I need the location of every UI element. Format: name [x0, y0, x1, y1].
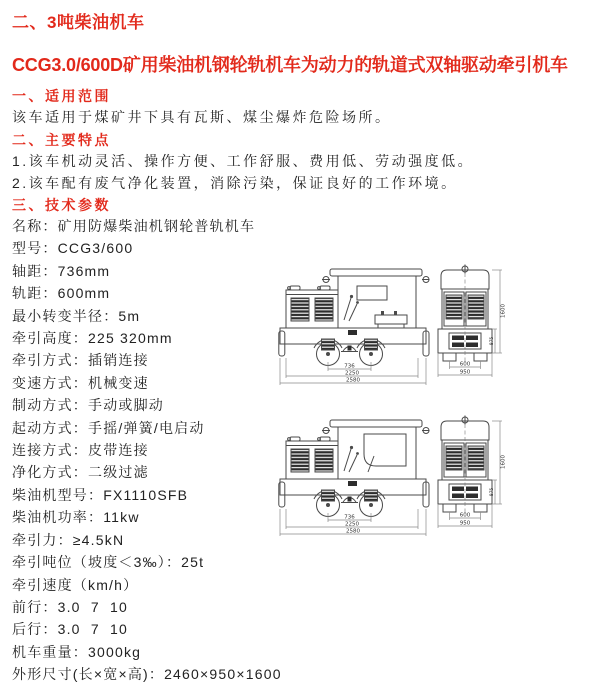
spec-traction-force: 牵引力：≥4.5kN: [12, 531, 125, 548]
door-louver-left: [446, 446, 462, 470]
dim-overall-width-label: 950: [459, 520, 471, 527]
feature-item-1: 1.该车机动灵活、操作方便、工作舒服、费用低、劳动强度低。: [12, 153, 475, 169]
spec-traction-height: 牵引高度：225 320mm: [12, 330, 173, 347]
dim-axle-spacing-label: 736: [344, 363, 355, 370]
spring-box-front: [322, 490, 335, 501]
hood-louver-left: [291, 449, 309, 472]
spec-starting: 起动方式：手摇/弹簧/电启动: [12, 419, 205, 436]
dim-frame-height-label: 875: [490, 487, 495, 497]
scope-text: 该车适用于煤矿井下具有瓦斯、煤尘爆炸危险场所。: [12, 109, 392, 125]
dim-track-gauge-label: 600: [459, 361, 471, 368]
skid-right: [474, 353, 487, 361]
spec-purification: 净化方式：二级过滤: [12, 464, 149, 481]
dim-overall-length-label: 2580: [346, 528, 360, 535]
door-louver-right: [468, 295, 484, 319]
spec-name: 名称：矿用防爆柴油机钢轮普轨机车: [12, 218, 256, 234]
dim-frame-height-label: 875: [490, 336, 495, 346]
cab-roof: [330, 269, 422, 276]
spec-min-turning-radius: 最小转变半径：5m: [12, 307, 141, 324]
cab-window: [357, 286, 387, 300]
spec-forward-speed: 前行：3.0 7 10: [12, 598, 128, 615]
dim-frame-length-label: 2250: [345, 370, 359, 377]
locomotive-side-view-drawing: [278, 414, 430, 544]
locomotive-side-view-drawing: [278, 263, 430, 393]
door-louver-left: [446, 295, 462, 319]
spring-box-rear: [365, 339, 378, 350]
spec-outline-dimensions: 外形尺寸(长×宽×高)：2460×950×1600: [12, 666, 282, 683]
hood-louver-right: [315, 298, 333, 321]
dim-track-gauge-label: 600: [459, 512, 471, 519]
spec-backward-speed: 后行：3.0 7 10: [12, 621, 128, 638]
technical-drawing-pair-1: [278, 263, 508, 393]
door-louver-right: [468, 446, 484, 470]
spec-track-gauge: 轨距：600mm: [12, 285, 111, 302]
spec-traction-speed: 牵引速度（km/h）: [12, 576, 139, 593]
skid-left: [443, 504, 456, 512]
hood-louver-right: [315, 449, 333, 472]
page-subtitle: CCG3.0/600D矿用柴油机钢轮轨机车为动力的轨道式双轴驱动牵引机车: [12, 55, 568, 75]
spec-model: 型号：CCG3/600: [12, 240, 134, 257]
section-heading-parameters: 三、技术参数: [12, 197, 111, 213]
feature-item-2: 2.该车配有废气净化装置，消除污染，保证良好的工作环境。: [12, 175, 458, 191]
spec-engine-model: 柴油机型号：FX1110SFB: [12, 486, 189, 503]
section-heading-scope: 一、适用范围: [12, 88, 111, 104]
dim-overall-height-label: 1600: [500, 455, 507, 469]
cab-roof: [330, 420, 422, 427]
spec-engine-power: 柴油机功率：11kw: [12, 509, 140, 526]
skid-right: [474, 504, 487, 512]
technical-drawing-pair-2: [278, 414, 508, 544]
dim-overall-length-label: 2580: [346, 377, 360, 384]
dim-overall-width-label: 950: [459, 369, 471, 376]
page-title: 二、3吨柴油机车: [12, 13, 145, 32]
section-heading-features: 二、主要特点: [12, 132, 111, 148]
spec-connection: 连接方式：皮带连接: [12, 442, 149, 459]
skid-left: [443, 353, 456, 361]
spec-wheelbase: 轴距：736mm: [12, 262, 111, 279]
locomotive-front-view-drawing: [432, 263, 508, 393]
hood-louver-left: [291, 298, 309, 321]
cab-opening: [364, 434, 406, 466]
spring-box-rear: [365, 490, 378, 501]
locomotive-front-view-drawing: [432, 414, 508, 544]
dim-axle-spacing-label: 736: [344, 514, 355, 521]
spec-transmission: 变速方式：机械变速: [12, 374, 149, 391]
control-console: [375, 315, 407, 324]
spec-list: [12, 215, 282, 686]
spec-braking: 制动方式：手动或脚动: [12, 397, 164, 414]
spec-weight: 机车重量：3000kg: [12, 643, 142, 660]
spec-traction-mode: 牵引方式：插销连接: [12, 352, 149, 369]
spec-traction-tonnage: 牵引吨位（坡度＜3‰）：25t: [12, 554, 205, 571]
dim-frame-length-label: 2250: [345, 521, 359, 528]
spring-box-front: [322, 339, 335, 350]
dim-overall-height-label: 1600: [500, 304, 507, 318]
